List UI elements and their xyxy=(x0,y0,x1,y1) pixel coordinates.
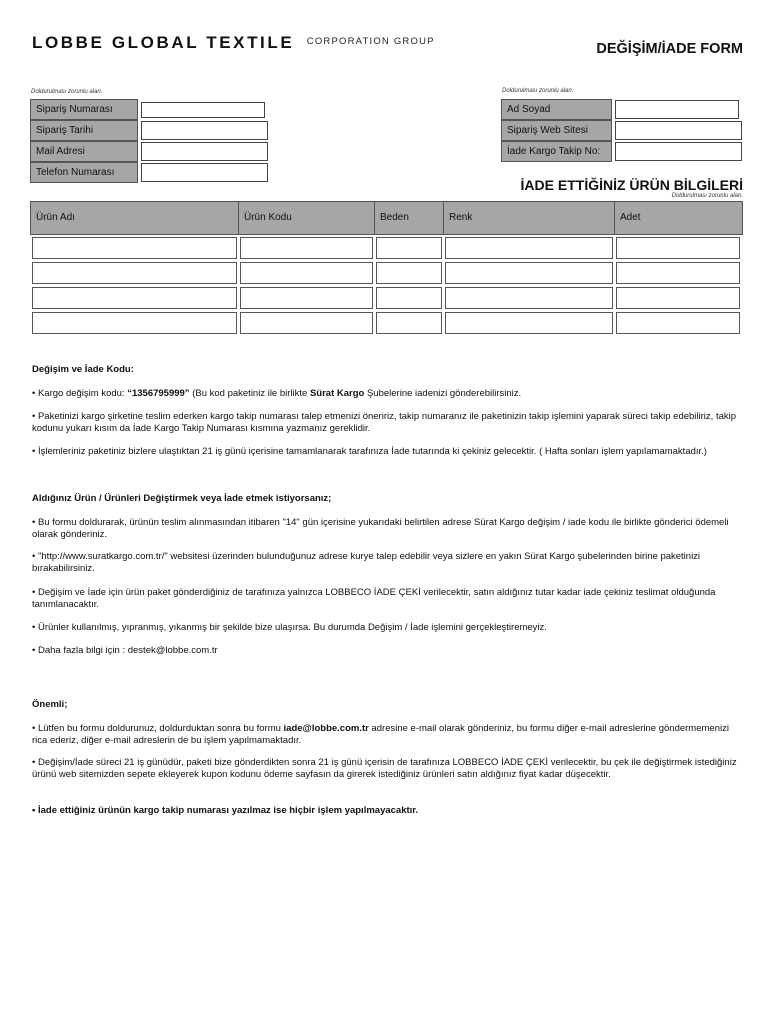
order-date-input[interactable] xyxy=(141,121,268,140)
important-p1-pre: • Lütfen bu formu doldurunuz, doldurduktan sonra bu formu xyxy=(32,723,284,734)
code-section-heading: Değişim ve İade Kodu: xyxy=(32,364,134,375)
customer-fields xyxy=(501,99,742,162)
product-name-input[interactable] xyxy=(32,262,237,284)
order-date-row xyxy=(30,120,268,141)
code-p1-pre: • Kargo değişim kodu: xyxy=(32,388,128,399)
product-section-title: İADE ETTİĞİNİZ ÜRÜN BİLGİLERİ xyxy=(520,177,743,193)
important-section-p3: • İade ettiğiniz ürünün kargo takip numarası yazılmaz ise hiçbir işlem yapılmayacaktır. xyxy=(32,805,419,816)
order-website-label: Sipariş Web Sitesi xyxy=(501,120,612,141)
required-note-right: Doldurulması zorunlu alan. xyxy=(502,88,574,94)
full-name-label: Ad Soyad xyxy=(501,99,612,120)
order-website-row xyxy=(501,120,742,141)
carrier-name: Sürat Kargo xyxy=(309,388,365,399)
size-input[interactable] xyxy=(376,312,442,334)
code-section-p1 xyxy=(32,388,740,400)
full-name-input[interactable] xyxy=(615,100,739,119)
phone-number-input[interactable] xyxy=(141,163,268,182)
code-section-p2: • Paketinizi kargo şirketine teslim ederken kargo takip numarası talep etmenizi öneririz, takip numaranız ile paketinizin takip işlemini yaparak süreci takip edebiliriz, takip kodunu yukarı kısım da İade Kargo Takip Numarası kısmına yazmanız gereklidir. xyxy=(32,411,737,434)
table-row xyxy=(30,260,743,285)
col-product-name: Ürün Adı xyxy=(31,202,239,234)
exchange-section-p1: • Bu formu doldurarak, ürünün teslim alınmasından itibaren "14" gün içerisine yukarıdaki belirtilen adrese Sürat Kargo değişim / iade kodu ile birlikte gönderici ödemeli olarak gönderiniz. xyxy=(32,517,729,540)
important-section-p2: • Değişim/İade süreci 21 iş günüdür, paketi bize gönderdikten sonra 21 iş günü içerisin de tarafınıza LOBBECO İADE ÇEKİ verilecektir, bu çek ile değiştirmek istediğiniz ürünü web sitemizden sepete ekleyerek kupon kodunu ödeme sayfasın da girerek istediğiniz ürünleri satın aldığınız fiyat kadar düşecektir. xyxy=(32,757,737,780)
return-tracking-label: İade Kargo Takip No: xyxy=(501,141,612,162)
return-tracking-input[interactable] xyxy=(615,142,742,161)
order-number-label: Sipariş Numarası xyxy=(30,99,138,120)
quantity-input[interactable] xyxy=(616,312,740,334)
important-section-p1 xyxy=(32,723,740,747)
color-input[interactable] xyxy=(445,312,613,334)
col-color: Renk xyxy=(444,202,615,234)
mail-address-row xyxy=(30,141,268,162)
col-quantity: Adet xyxy=(620,212,641,223)
mail-address-input[interactable] xyxy=(141,142,268,161)
size-input[interactable] xyxy=(376,237,442,259)
col-size: Beden xyxy=(375,202,444,234)
quantity-input[interactable] xyxy=(616,287,740,309)
product-code-input[interactable] xyxy=(240,287,373,309)
code-section-p3: • İşlemleriniz paketiniz bizlere ulaştıktan 21 iş günü içerisine tamamlanarak tarafınıza İade tutarında ki çekiniz gelecektir. ( Hafta sonları işlem yapılamamaktadır.) xyxy=(32,446,707,457)
table-row xyxy=(30,285,743,310)
order-date-label: Sipariş Tarihi xyxy=(30,120,138,141)
product-name-input[interactable] xyxy=(32,312,237,334)
return-tracking-row xyxy=(501,141,742,162)
size-input[interactable] xyxy=(376,287,442,309)
required-note-left: Doldurulması zorunlu alan. xyxy=(31,89,103,95)
order-number-row xyxy=(30,99,268,120)
important-p1-post: adresine e-mail olarak gönderiniz, bu formu diğer e-mail adreslerine göndermemenizi rica ederiz, diğer e-mail adreslerin de bu işlem yapılmamaktadır. xyxy=(32,723,729,746)
required-note-products: Doldurulması zorunlu alan. xyxy=(671,193,743,199)
exchange-code: “1356795999” xyxy=(127,388,190,399)
code-p1-mid: (Bu kod paketiniz ile birlikte xyxy=(189,388,310,399)
brand xyxy=(32,33,435,53)
product-code-input[interactable] xyxy=(240,262,373,284)
brand-subtitle: CORPORATION GROUP xyxy=(306,36,435,47)
product-name-input[interactable] xyxy=(32,287,237,309)
quantity-input[interactable] xyxy=(616,262,740,284)
code-p1-post: Şubelerine iadenizi gönderebilirsiniz. xyxy=(364,388,522,399)
col-product-code: Ürün Kodu xyxy=(239,202,375,234)
exchange-section-p3: • Değişim ve İade için ürün paket gönderdiğiniz de tarafınıza yalnızca LOBBECO İADE ÇEKİ verilecektir, satın aldığınız tutar kadar iade çekiniz teslimat olduğunda tanımlanacaktır. xyxy=(32,587,716,610)
table-row xyxy=(30,310,743,335)
product-table xyxy=(30,201,743,335)
form-title: DEĞİŞİM/İADE FORM xyxy=(596,41,743,57)
order-number-input[interactable] xyxy=(141,102,265,118)
quantity-input[interactable] xyxy=(616,237,740,259)
return-email: iade@lobbe.com.tr xyxy=(283,723,369,734)
exchange-section-p2: • "http://www.suratkargo.com.tr/" websitesi üzerinden bulunduğunuz adrese kurye talep edebilir veya sizlere en yakın Sürat Kargo şubelerinden birine paketinizi bırakabilirsiniz. xyxy=(32,551,701,574)
color-input[interactable] xyxy=(445,237,613,259)
exchange-section-p5: • Daha fazla bilgi için : destek@lobbe.com.tr xyxy=(32,645,218,656)
exchange-section-heading: Aldığınız Ürün / Ürünleri Değiştirmek veya İade etmek istiyorsanız; xyxy=(32,493,332,504)
exchange-section-p4: • Ürünler kullanılmış, yıpranmış, yıkanmış bir şekilde bize ulaşırsa. Bu durumda Değişim / İade işlemini gerçekleştiremeyiz. xyxy=(32,622,547,633)
color-input[interactable] xyxy=(445,287,613,309)
phone-number-row xyxy=(30,162,268,183)
product-table-header xyxy=(30,201,743,235)
product-code-input[interactable] xyxy=(240,312,373,334)
product-name-input[interactable] xyxy=(32,237,237,259)
product-code-input[interactable] xyxy=(240,237,373,259)
order-fields xyxy=(30,99,268,183)
brand-name: LOBBE GLOBAL TEXTILE xyxy=(32,33,295,52)
order-website-input[interactable] xyxy=(615,121,742,140)
phone-number-label: Telefon Numarası xyxy=(30,162,138,183)
important-section-heading: Önemli; xyxy=(32,699,68,710)
color-input[interactable] xyxy=(445,262,613,284)
size-input[interactable] xyxy=(376,262,442,284)
table-row xyxy=(30,235,743,260)
mail-address-label: Mail Adresi xyxy=(30,141,138,162)
full-name-row xyxy=(501,99,742,120)
